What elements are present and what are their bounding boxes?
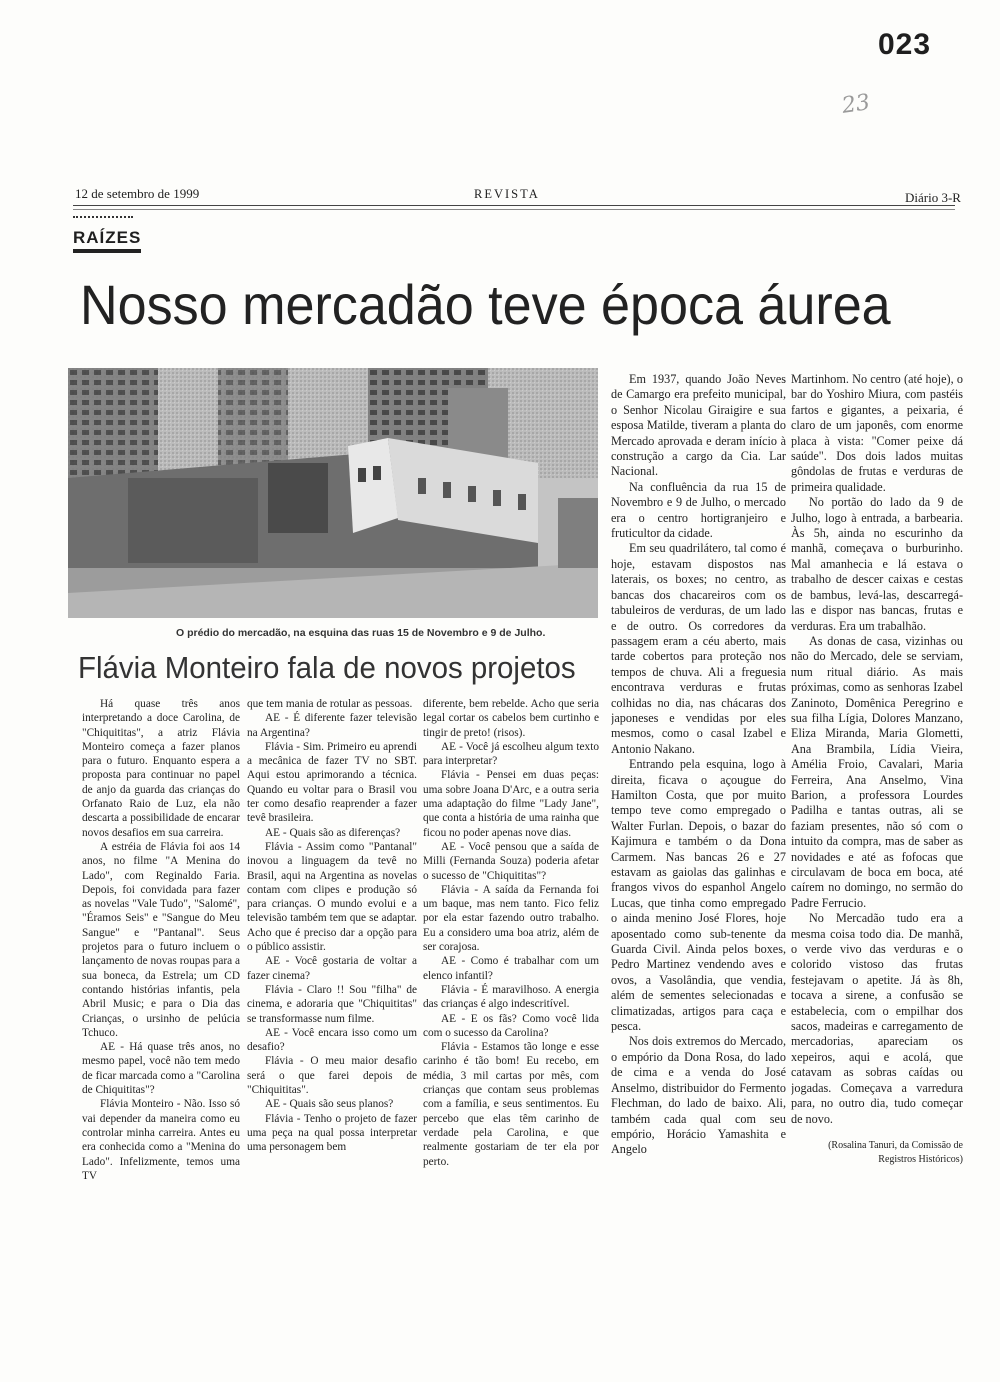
interview-column-2 <box>247 697 417 1242</box>
market-building-photo <box>68 368 598 618</box>
handwritten-mark: 23 <box>840 90 872 119</box>
page-number: 023 <box>878 28 932 61</box>
paragraph: AE - Quais são as diferenças? <box>265 826 401 839</box>
paragraph: Há quase três anos interpretando a doce Carolina, de "Chiquititas", a atriz Flávia Monteiro começa a fazer planos para o futuro. Enquanto espera a proposta para continuar no papel de anjo da guarda das crianças do Orfanato Raio de Luz, ela não descarta a possibilidade de encarar novos desafios em sua carreira. <box>82 698 240 839</box>
paragraph: Flávia - Claro !! Sou "filha" de cinema, e adoraria que "Chiquititas" se transformasse num filme. <box>247 983 417 1025</box>
paragraph: AE - É diferente fazer televisão na Argentina? <box>247 712 417 739</box>
paragraph: Em seu quadrilátero, tal como é hoje, estavam dispostos nas laterais, os boxes; no centro, as bancas dos chacareiros com os tabuleiros de verduras, de um lado e de outro. Os corredores da passagem eram a céu aberto, mais tarde cobertos para proteção nos tempos de chuva. Ali a freguesia encontrava verduras e frutas colhidas no dia, nas chácaras dos japoneses e vendidas por eles mesmos, como o casal Izabel e Antonio Nakano. <box>611 541 786 756</box>
article-column-2 <box>791 372 963 1252</box>
paragraph: Flávia - A saída da Fernanda foi um baque, mas nem tanto. Fico feliz por ela estar fazendo outro trabalho. Eu a considero uma boa atriz, além de ser corajosa. <box>423 883 599 954</box>
kicker-dots <box>73 216 133 222</box>
subheadline: Flávia Monteiro fala de novos projetos <box>78 650 576 685</box>
paragraph: Flávia - Estamos tão longe e esse carinho é tão bom! Eu recebo, em média, 3 mil cartas por mês, com crianças que contam seus problemas com a família, e seus sentimentos. Eu percebo que elas têm carinho de verdade pela Carolina, e que realmente gostariam de ter ela por perto. <box>423 1041 599 1168</box>
paragraph: Flávia - Sim. Primeiro eu aprendi a mecânica de fazer TV no SBT. Aqui estou aprimorando a técnica. Quando eu voltar para o Brasil vou ter como desafio reaprender a fazer tevê brasileira. <box>247 740 417 825</box>
paragraph: As donas de casa, vizinhas ou não do Mercado, dele se serviam, num ritual diário. As mais próximas, como as senhoras Izabel Zaninoto, Domênica Peregrino e sua filha Lígia, Dolores Manzano, Eliza Miranda, Maria Glometti, Ana Brambila, Lídia Vieira, Amélia Froio, Cavalari, Maria Ferreira, Ana Anselmo, Vina Barion, a professora Lourdes Padilha e tantas outras, ali se faziam presentes, não só com o intuito da compra, mas de saber as novidades e até as fofocas que circulavam de boca em boca, até caírem no domingo, no sermão do Padre Ferrucio. <box>791 633 963 910</box>
paragraph: Entrando pela esquina, logo à direita, ficava o açougue do Hamilton Costa, que por muito tempo teve como empregado o Walter Furlan. Depois, o bazar do Kajimura e também o da Dona Carmem. Nas bancas 26 e 27 estavam as gaiolas das galinhas e frangos vivos do espanhol Angelo Lucas, que tinha como empregado o ainda menino José Flores, hoje aposentado como sub-tenente da Guarda Civil. Ainda pelos boxes, Pedro Martinez vendendo aves e ovos, a Vasolândia, que vendia, além de sementes selecionadas e climatizadas, artigos para caça e pesca. <box>611 757 786 1034</box>
section-kicker: RAÍZES <box>73 228 141 253</box>
interview-column-1 <box>82 697 240 1219</box>
paragraph: A estréia de Flávia foi aos 14 anos, no filme "A Menina do Lado", com Reginaldo Faria. Depois, foi convidada para fazer as novelas "Vale Tudo", "Salomé", "Éramos Seis" e "Sangue do Meu Sangue" e "Pantanal". Seus projetos para o futuro incluem o lançamento de novas roupas para a sua boneca, da Estrela; um CD contando histórias infantis, pela Abril Music; e para o Dia das Crianças, o ursinho de pelúcia Tchuco. <box>82 840 240 1039</box>
paragraph: Flávia Monteiro - Não. Isso só vai depender da maneira como eu controlar minha carreira. Antes eu era conhecida como a "Menina do Lado". Infelizmente, temos uma TV <box>82 1098 240 1182</box>
article-column-1 <box>611 372 786 1252</box>
header-date: 12 de setembro de 1999 <box>75 186 200 201</box>
paragraph: Em 1937, quando João Neves de Camargo era prefeito municipal, o Senhor Nicolau Giraigire e sua esposa Matilde, tiveram a planta do Mercado aprovada e deram início à construção a cargo da Cia. Lar Nacional. <box>611 372 786 479</box>
paragraph: Flávia - Tenho o projeto de fazer uma peça na qual possa interpretar uma personagem bem <box>247 1112 417 1154</box>
paragraph: AE - Há quase três anos, no mesmo papel, você não tem medo de ficar marcada como a "Carolina de Chiquititas"? <box>82 1041 240 1097</box>
header-section: REVISTA <box>474 187 540 201</box>
paragraph: Na confluência da rua 15 de Novembro e 9 de Julho, o mercado era o centro hortigranjeiro e fruticultor da cidade. <box>611 479 786 541</box>
paragraph: que tem mania de rotular as pessoas. <box>247 698 413 710</box>
interview-column-3 <box>423 697 599 1242</box>
header-rule-secondary <box>73 209 955 210</box>
paragraph: Flávia - Pensei em duas peças: uma sobre Joana D'Arc, e a outra seria uma adaptação do filme "Lady Jane", que conta a história de uma rainha que ficou no poder apenas nove dias. <box>423 769 599 839</box>
paragraph: Flávia - É maravilhoso. A energia das crianças é algo indescritível. <box>423 983 599 1011</box>
paragraph: Martinhom. No centro (até hoje), o bar do Yoshiro Miura, com pastéis fartos e gigantes, a peixaria, é claro de um japonês, com enorme placa à vista: "Comer peixe dá saúde". Dos dois lados muitas gôndolas de frutas e verduras de primeira qualidade. <box>791 372 963 494</box>
paragraph: Flávia - Assim como "Pantanal" inovou a linguagem da tevê no Brasil, aqui na Argentina as novelas contam com clipes e produção só para crianças. O mundo evolui e a televisão também tem que se adaptar. Acho que é preciso dar a opção para o público assistir. <box>247 840 417 954</box>
paragraph: AE - Você pensou que a saída de Milli (Fernanda Souza) poderia afetar o sucesso de "Chiquititas"? <box>423 840 599 882</box>
paragraph: AE - Você encara isso como um desafio? <box>247 1026 417 1054</box>
paragraph: AE - Você gostaria de voltar a fazer cinema? <box>247 955 417 982</box>
paragraph: AE - Quais são seus planos? <box>265 1098 394 1111</box>
photo-caption: O prédio do mercadão, na esquina das ruas 15 de Novembro e 9 de Julho. <box>176 627 546 639</box>
header-page: Diário 3-R <box>905 190 961 205</box>
paragraph: No Mercadão tudo era a mesma coisa todo dia. De manhã, o verde vivo das verduras e o colorido vistoso das frutas festejavam o apetite. Já às 8h, tocava a sirene, a confusão se estabelecia, com o empilhar dos sacos, madeiras e carregamento de mercadorias, apareciam os xepeiros, aqui e acolá, que catavam as sobras caídas ou jogadas. Começava a varredura para, no outro dia, tudo começar de novo. <box>791 911 963 1126</box>
paragraph: Nos dois extremos do Mercado, o empório da Dona Rosa, do lado de cima e a venda do José Anselmo, distribuidor do Fermento Flechman, do lado de baixo. Ali, também cada qual com seu empório, Horácio Yamashita e Angelo <box>611 1034 786 1157</box>
headline: Nosso mercadão teve época áurea <box>80 273 891 336</box>
article-credit: (Rosalina Tanuri, da Comissão de Registros Históricos) <box>828 1139 963 1165</box>
paragraph: AE - Como é trabalhar com um elenco infantil? <box>423 955 599 982</box>
paragraph: AE - Você já escolheu algum texto para interpretar? <box>423 740 599 768</box>
paragraph: Flávia - O meu maior desafio será o que farei depois de "Chiquititas". <box>247 1055 417 1097</box>
paragraph: No portão do lado da 9 de Julho, logo à entrada, a barbearia. Às 5h, ainda no escurinho da manhã, começava o burburinho. Mal amanhecia e lá estava o trabalho de descer caixas e cestas de bambus, levá-las, descarregá-las e dispor nas bancas, frutas e verduras. Era um trabalhão. <box>791 495 963 633</box>
paragraph: AE - E os fãs? Como você lida com o sucesso da Carolina? <box>423 1012 599 1039</box>
paragraph: diferente, bem rebelde. Acho que seria legal cortar os cabelos bem curtinho e tingir de preto! (risos). <box>423 698 599 739</box>
header-rule <box>73 205 955 206</box>
